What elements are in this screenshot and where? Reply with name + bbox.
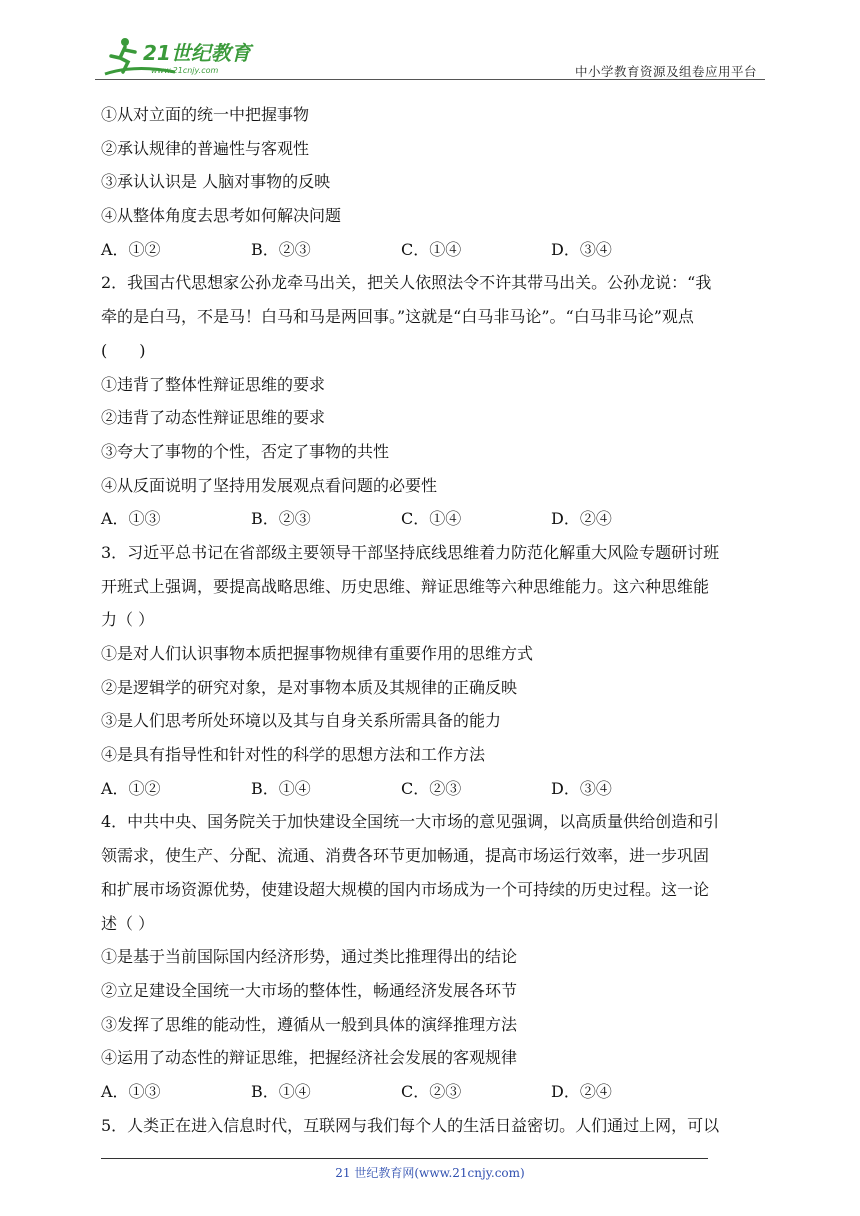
statement: ①从对立面的统一中把握事物 bbox=[101, 105, 310, 124]
statement: ④从整体角度去思考如何解决问题 bbox=[101, 206, 342, 226]
statement: ①是基于当前国际国内经济形势，通过类比推理得出的结论 bbox=[101, 947, 518, 967]
statement: ①违背了整体性辩证思维的要求 bbox=[101, 374, 326, 394]
statement: ①是对人们认识事物本质把握事物规律有重要作用的思维方式 bbox=[101, 644, 534, 663]
option-c: C．①④ bbox=[401, 509, 462, 529]
option-d: D．②④ bbox=[551, 509, 612, 529]
option-d: D．③④ bbox=[551, 239, 612, 259]
option-a: A．①③ bbox=[101, 509, 161, 529]
statement: ③夸大了事物的个性，否定了事物的共性 bbox=[101, 441, 390, 461]
page-header bbox=[95, 34, 765, 82]
option-d: D．③④ bbox=[551, 778, 612, 798]
question-content bbox=[101, 98, 765, 1142]
question-stem: 述（ ） bbox=[101, 913, 155, 933]
question-stem: 领需求，使生产、分配、流通、消费各环节更加畅通，提高市场运行效率，进一步巩固 bbox=[101, 846, 710, 866]
question-3 bbox=[101, 536, 765, 806]
statement: ③发挥了思维的能动性，遵循从一般到具体的演绎推理方法 bbox=[101, 1014, 518, 1034]
question-stem: 2．我国古代思想家公孙龙牵马出关，把关人依照法令不许其带马出关。公孙龙说：“我 bbox=[101, 273, 712, 293]
question-stem: 开班式上强调，要提高战略思维、历史思维、辩证思维等六种思维能力。这六种思维能 bbox=[101, 576, 710, 596]
option-b: B．①④ bbox=[251, 1081, 311, 1101]
option-c: C．①④ bbox=[401, 239, 462, 259]
logo-text: 21世纪教育 bbox=[143, 41, 251, 65]
question-stem: 3．习近平总书记在省部级主要领导干部坚持底线思维着力防范化解重大风险专题研讨班 bbox=[101, 542, 720, 562]
statement: ②立足建设全国统一大市场的整体性，畅通经济发展各环节 bbox=[101, 980, 518, 1000]
runner-logo-icon bbox=[95, 34, 265, 80]
question-stem: 力（ ） bbox=[101, 610, 155, 630]
footer-divider bbox=[101, 1158, 708, 1159]
question-5 bbox=[101, 1109, 765, 1143]
option-b: B．①④ bbox=[251, 778, 311, 798]
option-c: C．②③ bbox=[401, 778, 462, 798]
statement: ②违背了动态性辩证思维的要求 bbox=[101, 408, 326, 428]
answer-options bbox=[101, 1075, 765, 1109]
answer-options bbox=[101, 772, 765, 806]
statement: ②是逻辑学的研究对象，是对事物本质及其规律的正确反映 bbox=[101, 677, 518, 697]
question-stem: 牵的是白马，不是马！白马和马是两回事。”这就是“白马非马论”。“白马非马论”观点 bbox=[101, 307, 694, 327]
answer-options bbox=[101, 233, 765, 267]
site-logo bbox=[95, 34, 265, 80]
option-a: A．①② bbox=[101, 239, 161, 259]
header-divider bbox=[95, 79, 765, 80]
option-a: A．①② bbox=[101, 778, 161, 798]
answer-options bbox=[101, 502, 765, 536]
question-1-tail bbox=[101, 98, 765, 266]
statement: ②承认规律的普遍性与客观性 bbox=[101, 138, 310, 158]
question-stem: 和扩展市场资源优势，使建设超大规模的国内市场成为一个可持续的历史过程。这一论 bbox=[101, 879, 710, 899]
statement: ④运用了动态性的辩证思维，把握经济社会发展的客观规律 bbox=[101, 1048, 518, 1068]
page-footer: 21 世纪教育网(www.21cnjy.com) bbox=[335, 1166, 525, 1180]
question-stem: 4．中共中央、国务院关于加快建设全国统一大市场的意见强调，以高质量供给创造和引 bbox=[101, 812, 720, 832]
statement: ④从反面说明了坚持用发展观点看问题的必要性 bbox=[101, 475, 438, 495]
option-a: A．①③ bbox=[101, 1081, 161, 1101]
logo-url-text: www.21cnjy.com bbox=[151, 66, 219, 75]
statement: ④是具有指导性和针对性的科学的思想方法和工作方法 bbox=[101, 745, 486, 765]
question-4 bbox=[101, 805, 765, 1108]
question-2 bbox=[101, 266, 765, 536]
platform-name: 中小学教育资源及组卷应用平台 bbox=[574, 64, 757, 79]
question-stem: ( ) bbox=[101, 340, 146, 360]
option-b: B．②③ bbox=[251, 239, 311, 259]
option-c: C．②③ bbox=[401, 1081, 462, 1101]
statement: ③承认认识是 人脑对事物的反映 bbox=[101, 172, 331, 192]
option-d: D．②④ bbox=[551, 1081, 612, 1101]
statement: ③是人们思考所处环境以及其与自身关系所需具备的能力 bbox=[101, 711, 502, 731]
option-b: B．②③ bbox=[251, 509, 311, 529]
question-stem: 5．人类正在进入信息时代，互联网与我们每个人的生活日益密切。人们通过上网，可以 bbox=[101, 1115, 720, 1135]
